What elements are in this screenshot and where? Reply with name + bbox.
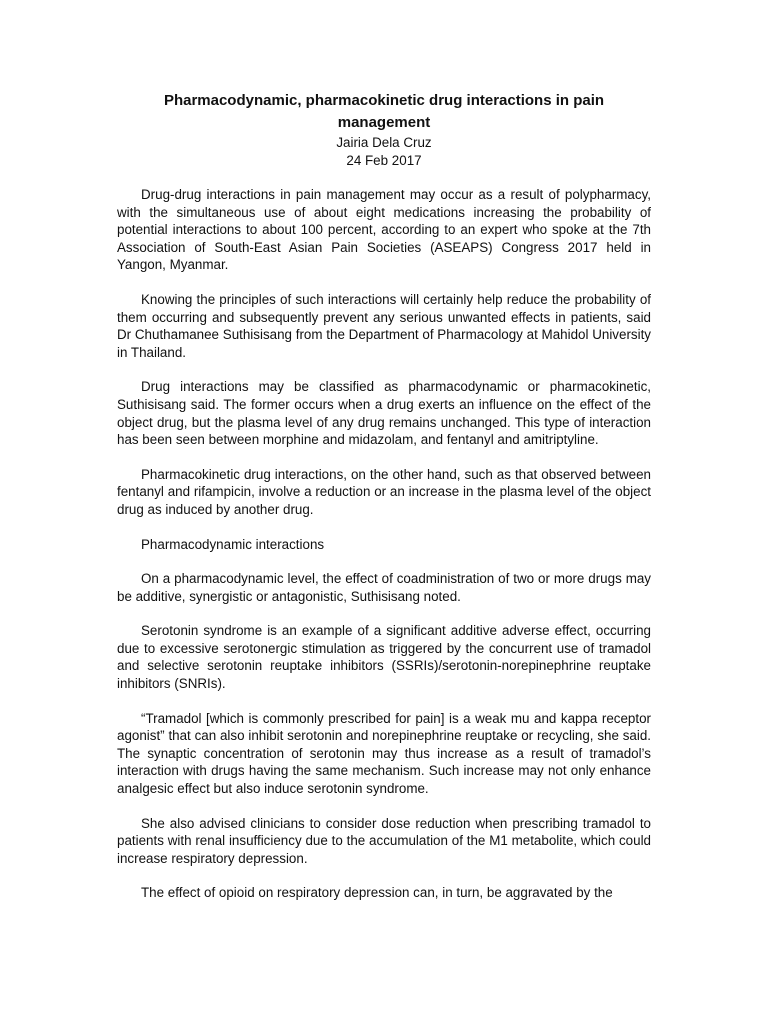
paragraph-7: “Tramadol [which is commonly prescribed for pain] is a weak mu and kappa receptor agonist” that can also inhibit serotonin and norepinephrine reuptake or recycling, she said. The synaptic concentration of serotonin may thus increase as a result of tramadol’s interaction with drugs having the same mechanism. Such increase may not only enhance analgesic effect but also induce serotonin syndrome. [117, 710, 651, 797]
article-body [117, 186, 651, 902]
paragraph-3: Drug interactions may be classified as pharmacodynamic or pharmacokinetic, Suthisisang said. The former occurs when a drug exerts an influence on the effect of the object drug, but the plasma level of any drug remains unchanged. This type of interaction has been seen between morphine and midazolam, and fentanyl and amitriptyline. [117, 379, 651, 448]
document-author: Jairia Dela Cruz [336, 135, 432, 150]
document-date: 24 Feb 2017 [346, 153, 422, 168]
paragraph-2: Knowing the principles of such interactions will certainly help reduce the probability of them occurring and subsequently prevent any serious unwanted effects in patients, said Dr Chuthamanee Suthisisang from the Department of Pharmacology at Mahidol University in Thailand. [117, 291, 651, 360]
section-heading-pharmacodynamic: Pharmacodynamic interactions [141, 536, 325, 552]
document-title: Pharmacodynamic, pharmacokinetic drug interactions in pain management [163, 92, 605, 131]
paragraph-1: Drug-drug interactions in pain management may occur as a result of polypharmacy, with the simultaneous use of about eight medications increasing the probability of potential interactions to about 100 percent, according to an expert who spoke at the 7th Association of South-East Asian Pain Societies (ASEAPS) Congress 2017 held in Yangon, Myanmar. [117, 187, 651, 273]
document-page [117, 90, 651, 919]
paragraph-5: On a pharmacodynamic level, the effect of coadministration of two or more drugs may be additive, synergistic or antagonistic, Suthisisang noted. [117, 571, 651, 604]
paragraph-8: She also advised clinicians to consider dose reduction when prescribing tramadol to patients with renal insufficiency due to the accumulation of the M1 metabolite, which could increase respiratory depression. [117, 815, 651, 866]
paragraph-9: The effect of opioid on respiratory depression can, in turn, be aggravated by the [141, 885, 613, 901]
paragraph-6: Serotonin syndrome is an example of a significant additive adverse effect, occurring due to excessive serotonergic stimulation as triggered by the concurrent use of tramadol and selective serotonin reuptake inhibitors (SSRIs)/serotonin-norepinephrine reuptake inhibitors (SNRIs). [117, 623, 651, 692]
paragraph-4: Pharmacokinetic drug interactions, on the other hand, such as that observed between fentanyl and rifampicin, involve a reduction or an increase in the plasma level of the object drug as induced by another drug. [117, 466, 651, 517]
